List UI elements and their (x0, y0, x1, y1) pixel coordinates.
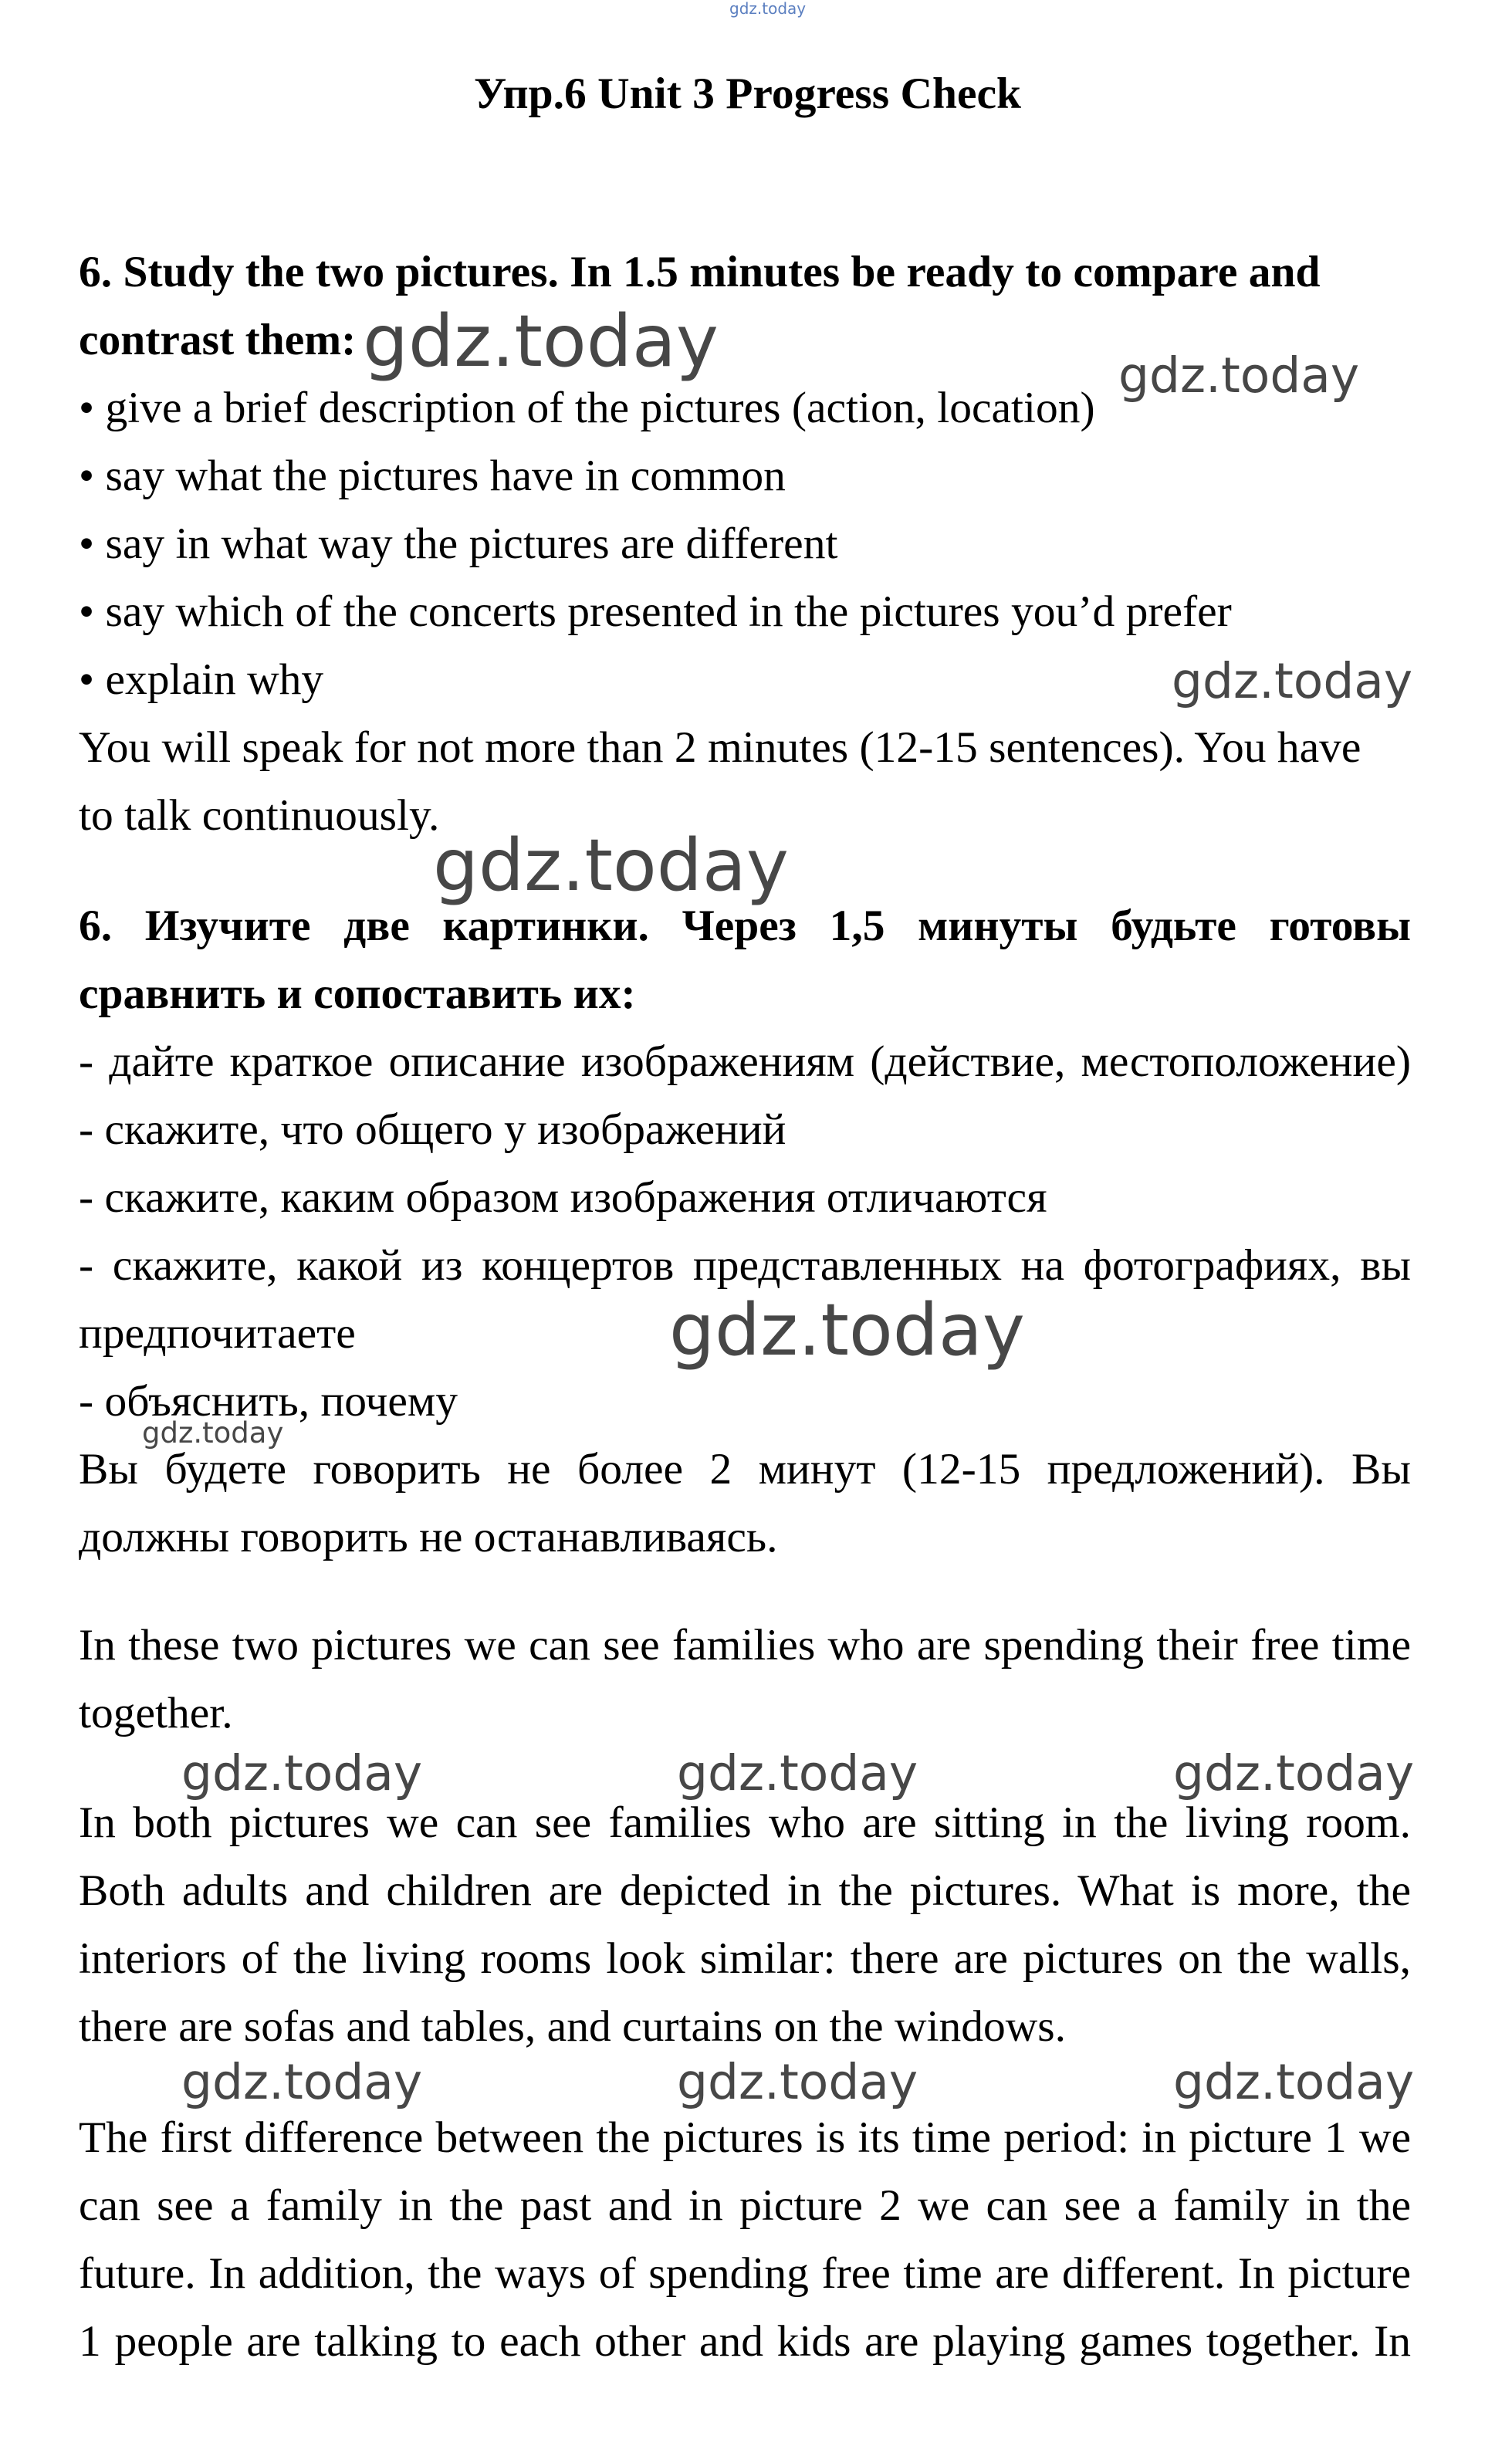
bullet-item: • say which of the concerts presented in the pictures you’d prefer (79, 587, 1232, 636)
task-ru-heading-line: 6. Изучите две картинки. Через 1,5 минуты будьте готовы (79, 902, 1411, 950)
bullet-item: • give a brief description of the pictures (action, location) (79, 384, 1095, 432)
task-ru-list-line: - объяснить, почему (79, 1377, 458, 1426)
task-en-heading-line: 6. Study the two pictures. In 1.5 minutes be ready to compare and (79, 248, 1321, 296)
bullet-item: • say in what way the pictures are different (79, 519, 838, 568)
watermark: gdz.today (669, 1288, 1025, 1372)
task-ru-list-line: - дайте краткое описание изображениям (действие, местоположение) (79, 1037, 1411, 1086)
answer-line: In these two pictures we can see families who are spending their free time (79, 1621, 1411, 1670)
task-ru-heading-line: сравнить и сопоставить их: (79, 969, 636, 1018)
watermark: gdz.today (1118, 347, 1360, 404)
answer-line: 1 people are talking to each other and kids are playing games together. In (79, 2317, 1411, 2366)
answer-line: together. (79, 1689, 233, 1737)
answer-paragraph-3 (79, 2104, 1411, 2376)
watermark: gdz.today (677, 1745, 918, 1802)
watermark: gdz.today (142, 1416, 284, 1450)
watermark: gdz.today (1173, 1745, 1415, 1802)
bullet-item: • explain why (79, 655, 324, 704)
task-ru-list-line: - скажите, что общего у изображений (79, 1105, 786, 1154)
watermark: gdz.today (1172, 653, 1413, 709)
answer-line: future. In addition, the ways of spending free time are different. In picture (79, 2249, 1411, 2298)
page-title: Упр.6 Unit 3 Progress Check (474, 69, 1021, 118)
answer-line: there are sofas and tables, and curtains on the windows. (79, 2002, 1066, 2051)
answer-line: In both pictures we can see families who are sitting in the living room. (79, 1798, 1411, 1847)
task-ru-list-line: - скажите, каким образом изображения отличаются (79, 1173, 1047, 1222)
bullet-item: • say what the pictures have in common (79, 452, 786, 500)
watermark-top: gdz.today (729, 0, 807, 18)
watermark: gdz.today (1173, 2054, 1415, 2110)
answer-line: interiors of the living rooms look similar: there are pictures on the walls, (79, 1934, 1411, 1983)
answer-line: Both adults and children are depicted in the pictures. What is more, the (79, 1866, 1411, 1915)
watermark: gdz.today (363, 299, 719, 383)
task-ru-closing-line: Вы будете говорить не более 2 минут (12-15 предложений). Вы (79, 1445, 1411, 1494)
answer-line: can see a family in the past and in picture 2 we can see a family in the (79, 2181, 1411, 2230)
task-ru-list-line: - скажите, какой из концертов представленных на фотографиях, вы (79, 1241, 1411, 1290)
task-russian (79, 892, 1411, 1571)
task-en-closing-line: to talk continuously. (79, 791, 440, 840)
task-en-closing-line: You will speak for not more than 2 minutes (12-15 sentences). You have (79, 723, 1361, 772)
task-english (79, 239, 1411, 850)
answer-paragraph-2 (79, 1789, 1411, 2061)
watermark: gdz.today (677, 2054, 918, 2110)
watermark: gdz.today (433, 824, 789, 907)
task-ru-closing-line: должны говорить не останавливаясь. (79, 1513, 778, 1561)
answer-line: The first difference between the pictures is its time period: in picture 1 we (79, 2113, 1411, 2162)
watermark: gdz.today (181, 2054, 423, 2110)
watermark: gdz.today (181, 1745, 423, 1802)
task-en-heading-line: contrast them: (79, 316, 357, 364)
task-ru-list-line: предпочитаете (79, 1309, 356, 1358)
answer-paragraph-1 (79, 1612, 1411, 1747)
